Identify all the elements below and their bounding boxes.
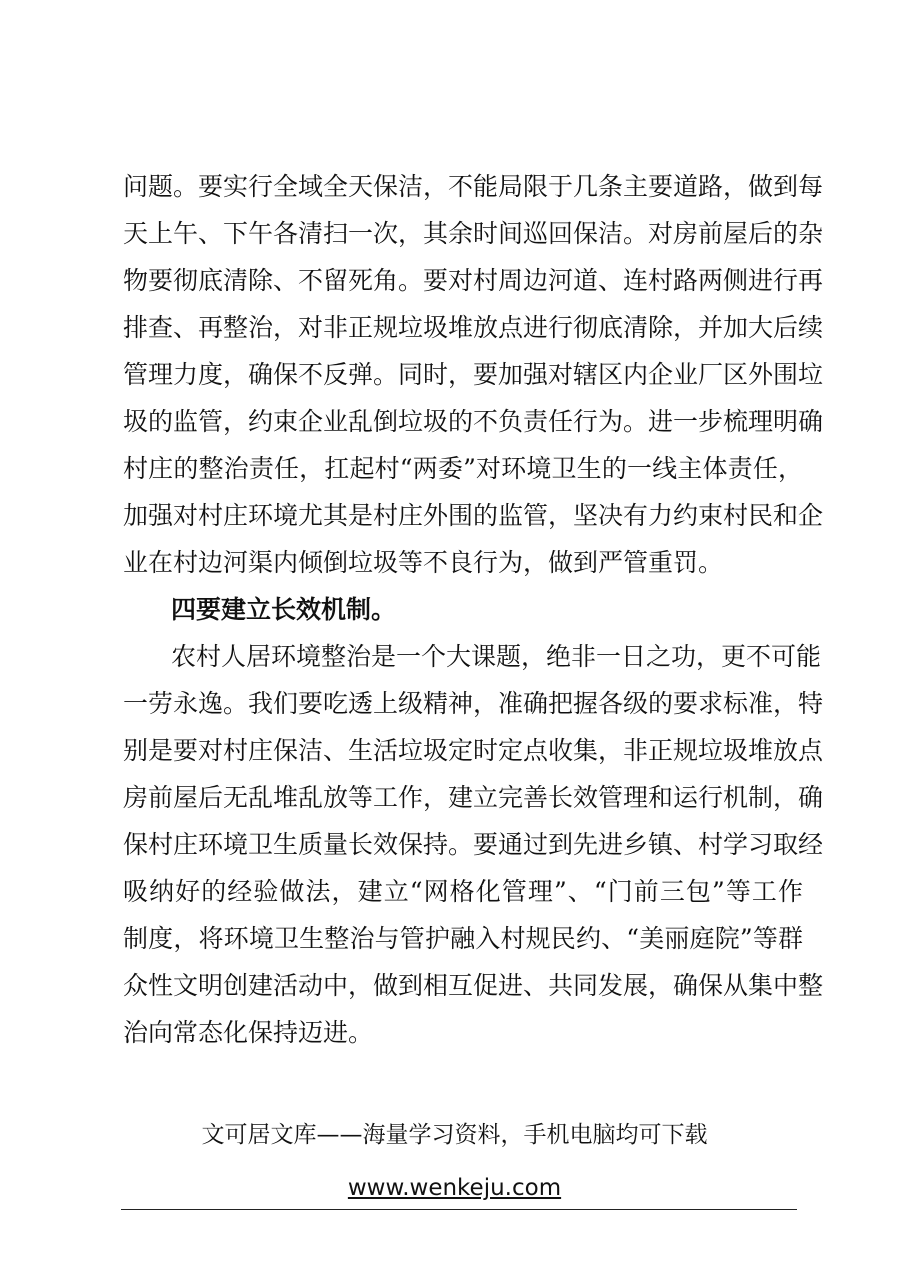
paragraph-line: 房前屋后无乱堆乱放等工作，建立完善长效管理和运行机制，确 [123, 783, 824, 812]
paragraph-line: 业在村边河渠内倾倒垃圾等不良行为，做到严管重罚。 [123, 548, 724, 577]
paragraph-line: 天上午、下午各清扫一次，其余时间巡回保洁。对房前屋后的杂 [123, 219, 824, 248]
paragraph-line: 制度，将环境卫生整治与管护融入村规民约、“美丽庭院”等群 [123, 924, 803, 953]
paragraph-line: 管理力度，确保不反弹。同时，要加强对辖区内企业厂区外围垃 [123, 360, 824, 389]
section-heading: 四要建立长效机制。 [171, 595, 397, 624]
paragraph-line: 物要彻底清除、不留死角。要对村周边河道、连村路两侧进行再 [123, 266, 824, 295]
paragraph-line: 排查、再整治，对非正规垃圾堆放点进行彻底清除，并加大后续 [123, 313, 824, 342]
paragraph-line: 吸纳好的经验做法，建立“网格化管理”、“门前三包”等工作 [123, 877, 803, 906]
body-text [123, 163, 824, 1056]
footer-divider [121, 1209, 797, 1210]
footer-url-link[interactable]: www.wenkeju.com [347, 1175, 562, 1201]
paragraph-line: 加强对村庄环境尤其是村庄外围的监管，坚决有力约束村民和企 [123, 501, 824, 530]
footer-title: 文可居文库——海量学习资料，手机电脑均可下载 [201, 1122, 708, 1148]
paragraph-line: 一劳永逸。我们要吃透上级精神，准确把握各级的要求标准，特 [123, 689, 824, 718]
paragraph-line: 保村庄环境卫生质量长效保持。要通过到先进乡镇、村学习取经 [123, 830, 824, 859]
paragraph-line: 治向常态化保持迈进。 [123, 1018, 374, 1047]
paragraph-line: 村庄的整治责任，扛起村“两委”对环境卫生的一线主体责任， [123, 454, 803, 483]
paragraph-line: 问题。要实行全域全天保洁，不能局限于几条主要道路，做到每 [123, 172, 824, 201]
paragraph-line: 圾的监管，约束企业乱倒垃圾的不负责任行为。进一步梳理明确 [123, 407, 824, 436]
paragraph-line: 众性文明创建活动中，做到相互促进、共同发展，确保从集中整 [123, 971, 824, 1000]
paragraph-line: 别是要对村庄保洁、生活垃圾定时定点收集，非正规垃圾堆放点 [123, 736, 824, 765]
paragraph-line: 农村人居环境整治是一个大课题，绝非一日之功，更不可能 [171, 642, 822, 671]
